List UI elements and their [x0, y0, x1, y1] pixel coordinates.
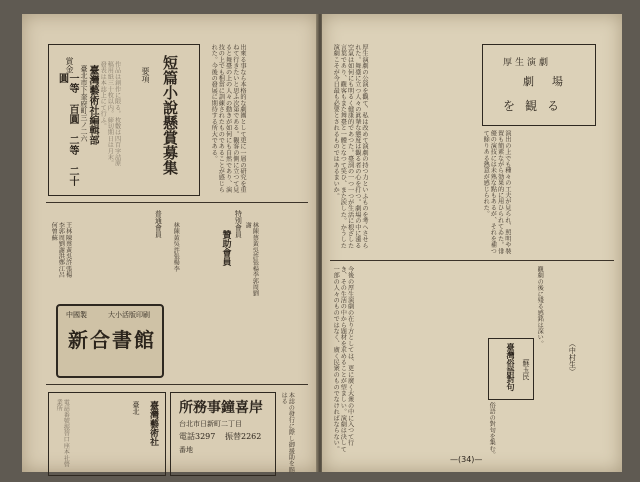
article-body-lower: 今後の厚生演劇の在り方としては、更に廣く大衆の中に入つて行き、その生活の中から題材を求めることが望ましい。演劇は決して一部の人々のものではなく、廣く民衆のものでなければならない。 [332, 266, 354, 452]
members-list-left: 王林陳蔡黃吳許張楊李郭周劉謝洪鄭江呂何曾蘇 [50, 222, 72, 278]
office-ad-transfer: 振替2262 [225, 432, 262, 441]
office-ad-phone: 電話3297 [179, 432, 216, 441]
small-ad-city: 臺北 [132, 401, 140, 415]
section-divider [46, 202, 308, 203]
left-page [22, 14, 318, 472]
page-number: —(34)— [450, 455, 483, 464]
contest-title: 短篇小說懸賞募集 [161, 55, 179, 175]
left-page-bottom-right-text: 本誌の發行に際し御援助を賜はる [280, 392, 295, 473]
right-page [322, 14, 622, 472]
article-body-top: 厚生演劇の公演を觀て、私は改めて演劇の持つ力といふものを考へさせられた。舞臺に立つ人々の眞摯な態度は觀る者の心を打つ。劇場の中に漲る空氣は如何にも明るく健康的であつた。臺詞の一つ一つが生活に根ざした言葉であり、觀客もまた舞臺と一體となつて笑ひ、また涙した。かうした演劇こそが今日最も必要とされるものではあるまいか。 [332, 44, 369, 249]
article-title-watch: を観る [503, 99, 570, 113]
contest-requirements: 要項 [141, 67, 150, 83]
proverb-section-author: 蘇玉民 [522, 359, 530, 380]
contest-address: 臺北市下奎府町三ノ二六 [80, 65, 88, 142]
contest-publisher: 臺灣藝術社編輯部 [87, 65, 98, 145]
contest-body-text: 作品は創作に限る。枚數は四百字詰原稿用紙三十枚以内。締切期日は月末。發表は本誌上にて行ふ。 [99, 61, 121, 167]
shop-ad-name: 新合書館 [68, 328, 156, 352]
proverb-body: 俗語の對句を集む。 [488, 402, 496, 458]
contest-notice-box [48, 44, 200, 196]
members-list-middle: 林陳黃吳許張楊李 [172, 222, 180, 272]
small-advertisement [48, 392, 166, 476]
article-author: （中村生） [568, 340, 577, 375]
contest-prize-label: 賞金 [65, 57, 74, 73]
office-ad-name: 所務事鐘喜岸 [179, 400, 263, 416]
article-body-lower-right: 觀劇の後に殘る感銘は深い。 [536, 266, 544, 347]
office-ad-extra: 番地 [179, 446, 193, 454]
small-ad-name: 臺灣藝術社 [148, 401, 158, 446]
regular-members-label: 普通會員 [154, 210, 163, 238]
shop-ad-service: 大小活版印刷 [108, 311, 150, 319]
shop-ad-origin: 中國製 [66, 311, 87, 319]
proverb-section-title: 臺灣俗語對句 [506, 343, 516, 391]
article-title-theatre: 劇場 [523, 75, 581, 88]
article-title-main: 厚生演劇 [503, 58, 552, 68]
article-divider [330, 260, 614, 261]
special-members-label: 特別會員 [234, 210, 243, 238]
small-ad-text: 電話番號振替口座本社營業所 [55, 399, 70, 468]
office-advertisement [170, 392, 276, 476]
article-body-upper-right: 演出の上でも種々の工夫が見られ、照明や裝置も簡素ながら効果的に用ひられてゐた。俳優の演技には未熟な點もあるが、それを補つて餘りある熱意が感じられた。 [482, 130, 511, 254]
left-page-column-text: 出來る事なら本格的な劇團として更に一層の研究を重ねて行きたいと思ふ次第である。觀客の側に立つて見ると舞臺の上の人々の動きが如何にも自然であり、演技の上でも相當に訓練されたものであることが感じられた。今後の發展に期待する所大である。 [210, 44, 247, 193]
contest-prize: 一等 百圓 二等 二十圓 [56, 73, 78, 186]
proverb-section-box [488, 338, 534, 400]
article-title-box [482, 44, 596, 126]
members-title: 贊助會員 [220, 230, 231, 266]
shop-advertisement [56, 304, 164, 378]
office-ad-address: 台北市日新町二丁目 [179, 420, 242, 428]
members-list-right: 林陳蔡黃吳許張楊李郭周劉謝 [244, 222, 259, 297]
ad-divider [46, 384, 308, 385]
